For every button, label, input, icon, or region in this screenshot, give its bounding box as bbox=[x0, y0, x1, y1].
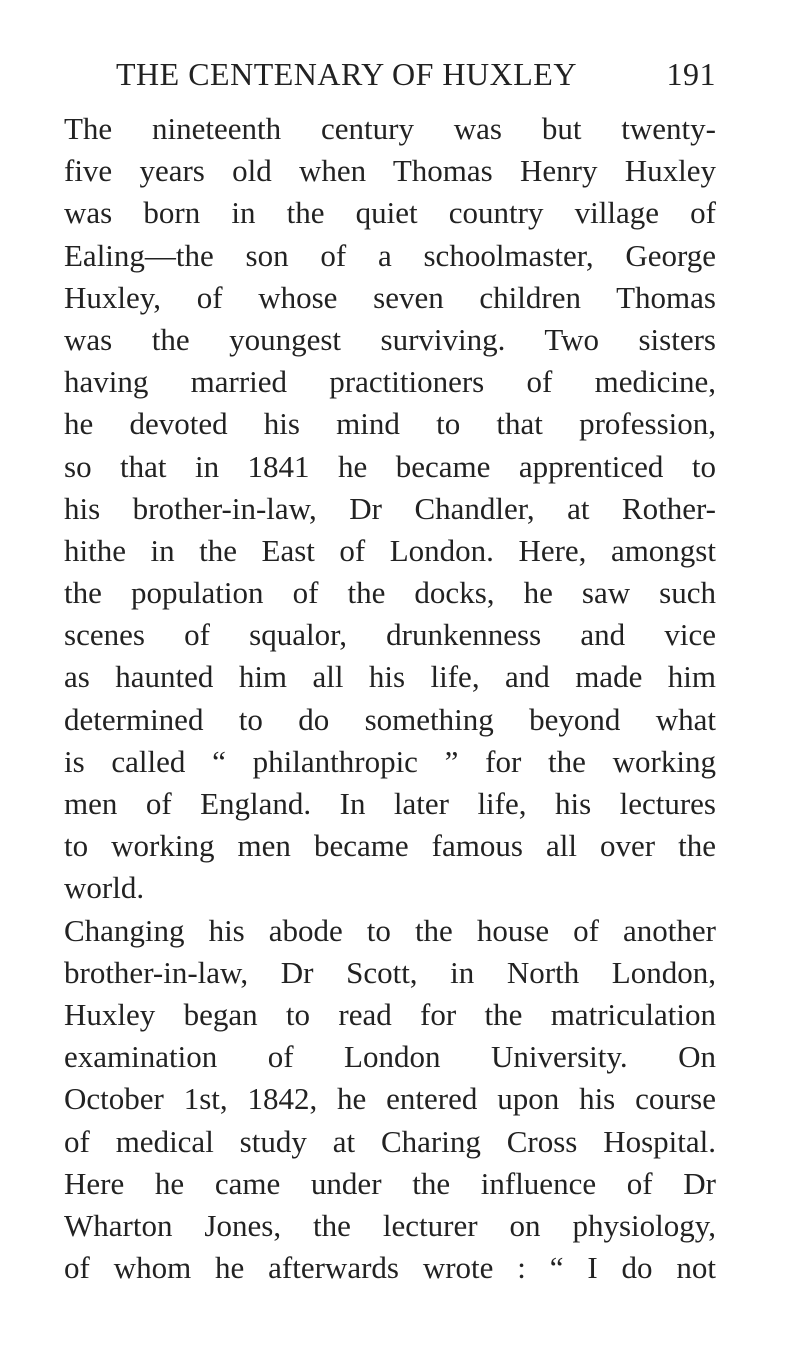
text-line: he devoted his mind to that profession, bbox=[64, 406, 716, 442]
text-line: Changing his abode to the house of another bbox=[64, 912, 716, 948]
text-line: of medical study at Charing Cross Hospital. bbox=[64, 1123, 716, 1159]
text-line: determined to do something beyond what bbox=[64, 701, 716, 737]
text-line: brother-in-law, Dr Scott, in North London, bbox=[64, 954, 716, 990]
text-line: five years old when Thomas Henry Huxley bbox=[64, 153, 716, 189]
text-line: examination of London University. On bbox=[64, 1039, 716, 1075]
text-line: of whom he afterwards wrote : “ I do not bbox=[64, 1250, 716, 1286]
text-line: so that in 1841 he became apprenticed to bbox=[64, 448, 716, 484]
text-line: his brother-in-law, Dr Chandler, at Rother- bbox=[64, 490, 716, 526]
text-line: Here he came under the influence of Dr bbox=[64, 1165, 716, 1201]
text-line: world. bbox=[64, 870, 145, 906]
text-line: Ealing—the son of a schoolmaster, George bbox=[64, 237, 716, 273]
text-line: October 1st, 1842, he entered upon his course bbox=[64, 1081, 716, 1117]
text-line: hithe in the East of London. Here, amongst bbox=[64, 532, 716, 568]
text-line: is called “ philanthropic ” for the working bbox=[64, 743, 716, 779]
text-line: was born in the quiet country village of bbox=[64, 195, 716, 231]
text-line: Wharton Jones, the lecturer on physiology, bbox=[64, 1207, 716, 1243]
page-number: 191 bbox=[666, 56, 716, 92]
text-line: Huxley, of whose seven children Thomas bbox=[64, 279, 716, 315]
text-line: scenes of squalor, drunkenness and vice bbox=[64, 617, 716, 653]
text-line: Huxley began to read for the matriculation bbox=[64, 996, 716, 1032]
text-line: the population of the docks, he saw such bbox=[64, 575, 716, 611]
text-line: to working men became famous all over the bbox=[64, 828, 716, 864]
running-head bbox=[116, 54, 716, 94]
text-line: was the youngest surviving. Two sisters bbox=[64, 321, 716, 357]
text-line: The nineteenth century was but twenty- bbox=[64, 111, 716, 146]
running-title: THE CENTENARY OF HUXLEY bbox=[116, 56, 577, 92]
text-line: men of England. In later life, his lectures bbox=[64, 786, 716, 821]
text-line: having married practitioners of medicine, bbox=[64, 364, 716, 400]
body-text bbox=[64, 108, 716, 1289]
text-line: as haunted him all his life, and made him bbox=[64, 659, 716, 695]
